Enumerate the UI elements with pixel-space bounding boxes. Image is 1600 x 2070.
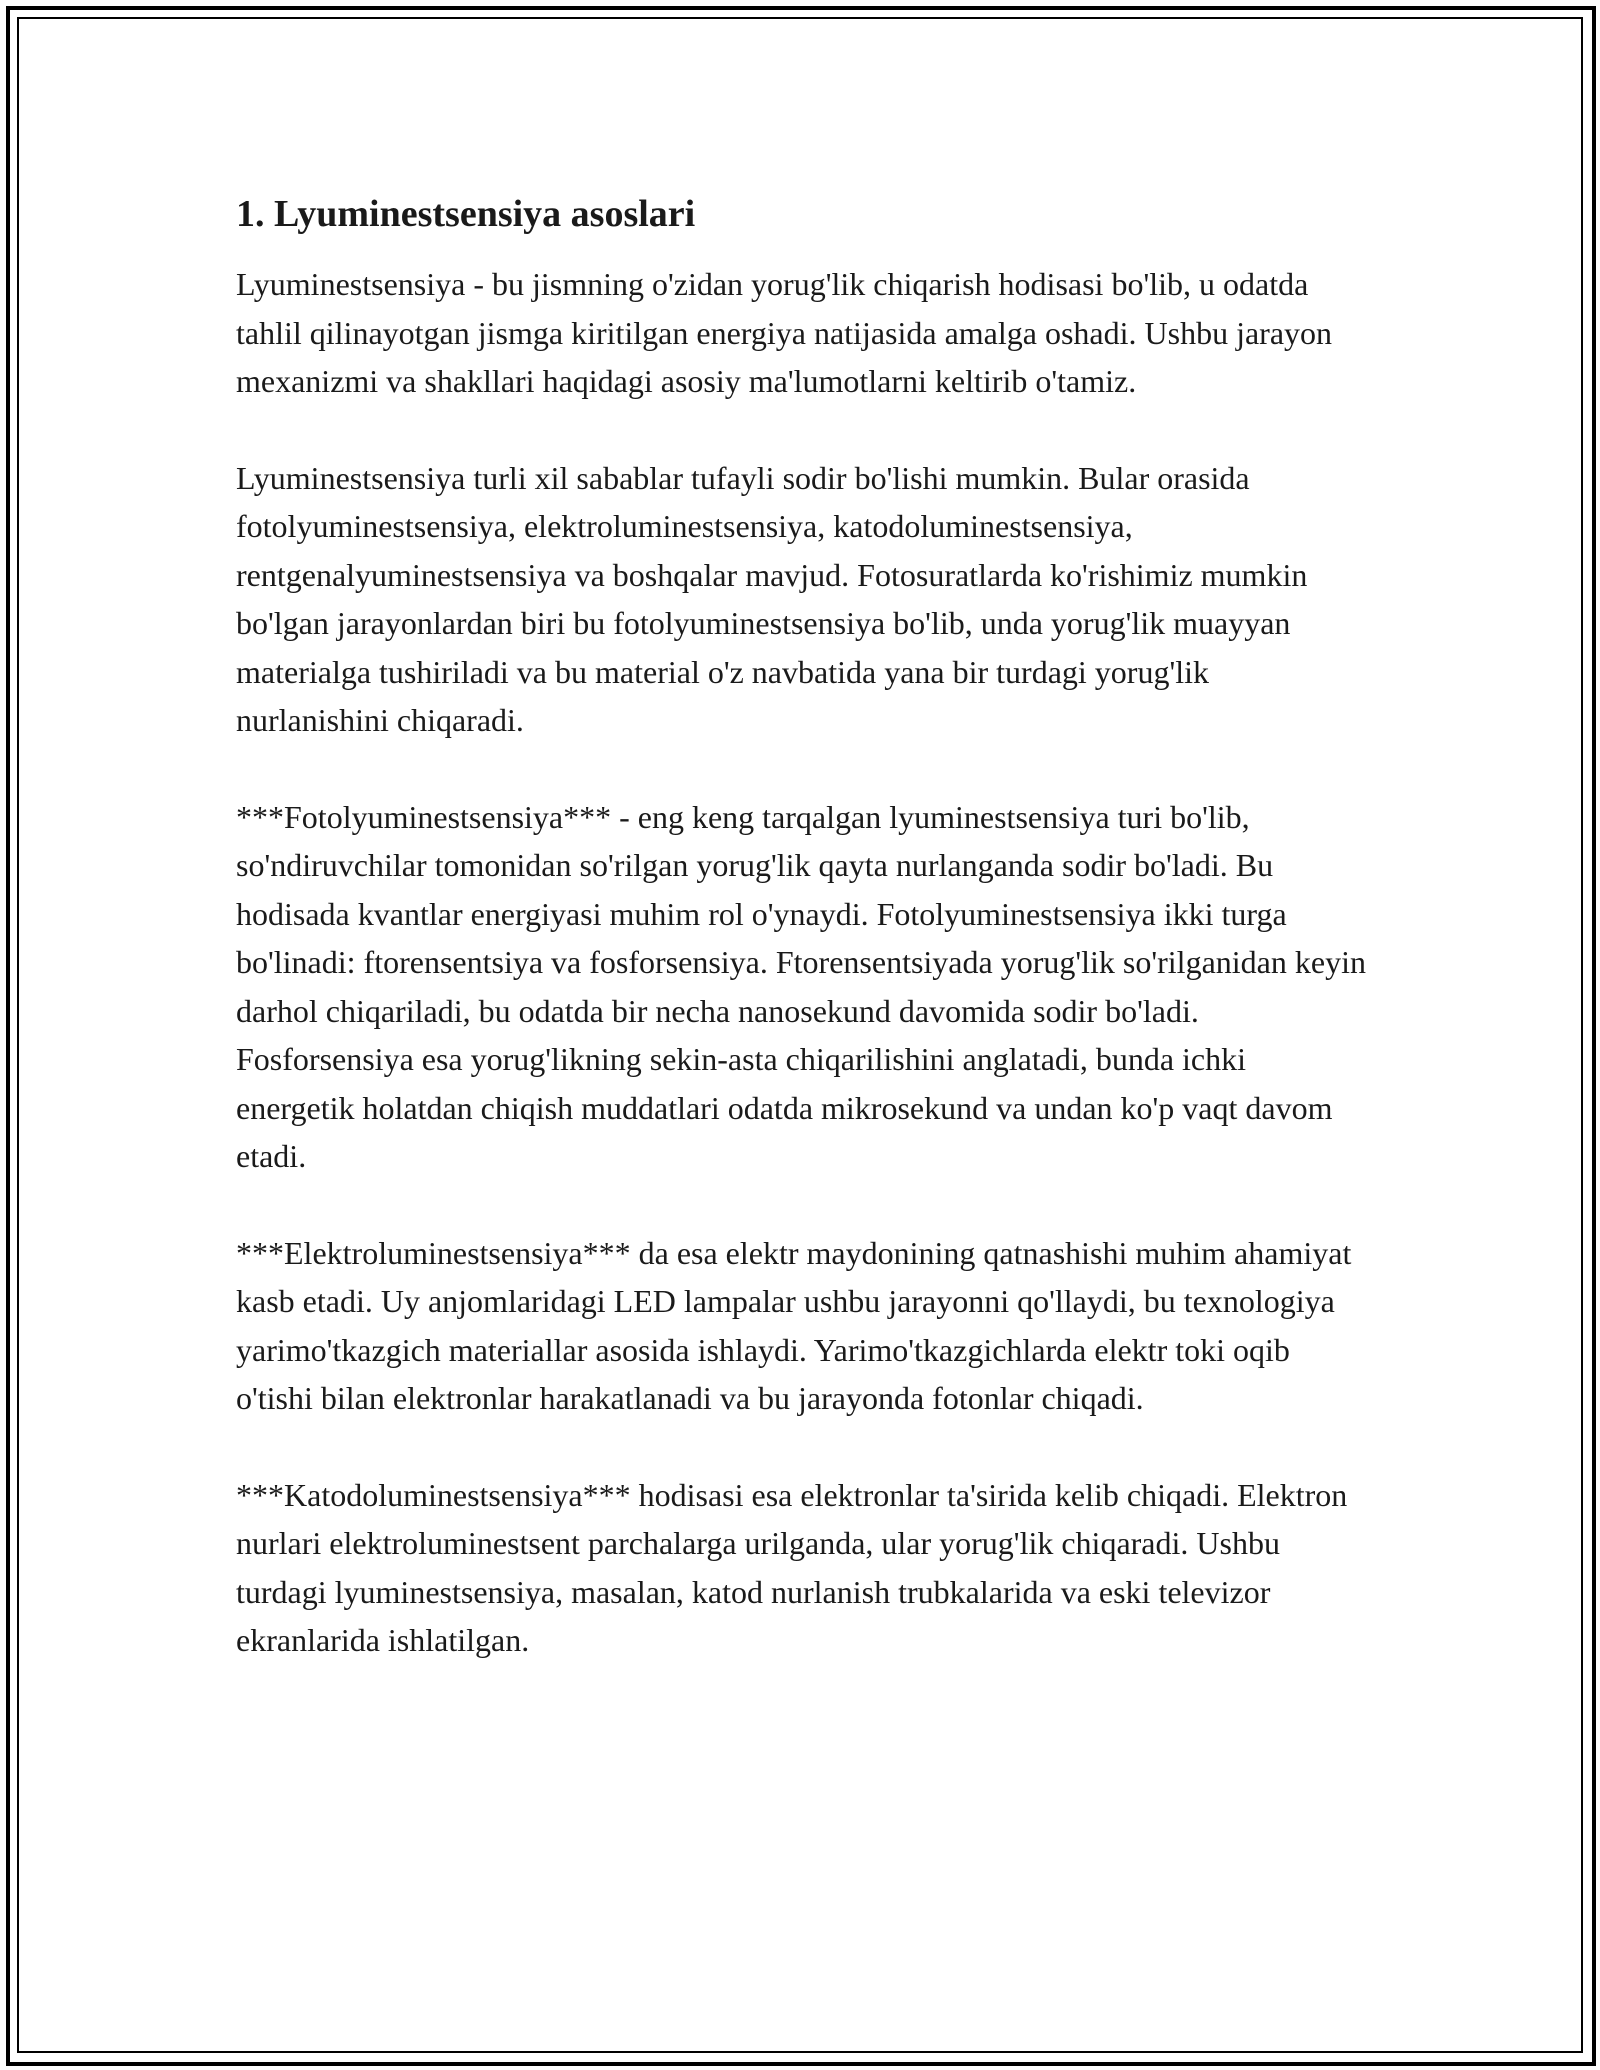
- paragraph-cathodoluminescence: ***Katodoluminestsensiya*** hodisasi esa elektronlar ta'sirida kelib chiqadi. Elektron nurlari elektroluminestsent parchalarga urilganda, ular yorug'lik chiqaradi. Ushbu turdagi lyuminestsensiya, masalan, katod nurlanish trubkalarida va eski televizor ekranlarida ishlatilgan.: [236, 1476, 1348, 1658]
- section-heading: 1. Lyuminestsensiya asoslari: [236, 193, 696, 235]
- paragraph-electroluminescence: ***Elektroluminestsensiya*** da esa elektr maydonining qatnashishi muhim ahamiyat kasb etadi. Uy anjomlaridagi LED lampalar ushbu jarayonni qo'llaydi, bu texnologiya yarimo'tkazgich materiallar asosida ishlaydi. Yarimo'tkazgichlarda elektr toki oqib o'tishi bilan elektronlar harakatlanadi va bu jarayonda fotonlar chiqadi.: [236, 1234, 1352, 1416]
- paragraph-types: Lyuminestsensiya turli xil sabablar tufayli sodir bo'lishi mumkin. Bular orasida fotolyuminestsensiya, elektroluminestsensiya, katodoluminestsensiya, rentgenalyuminestsensiya va boshqalar mavjud. Fotosuratlarda ko'rishimiz mumkin bo'lgan jarayonlardan biri bu fotolyuminestsensiya bo'lib, unda yorug'lik muayyan materialga tushiriladi va bu material o'z navbatida yana bir turdagi yorug'lik nurlanishini chiqaradi.: [236, 459, 1308, 738]
- paragraph-intro: Lyuminestsensiya - bu jismning o'zidan yorug'lik chiqarish hodisasi bo'lib, u odatda tahlil qilinayotgan jismga kiritilgan energiya natijasida amalga oshadi. Ushbu jarayon mexanizmi va shakllari haqidagi asosiy ma'lumotlarni keltirib o'tamiz.: [236, 266, 1333, 399]
- document-body: [236, 186, 1366, 1713]
- paragraph-photoluminescence: ***Fotolyuminestsensiya*** - eng keng tarqalgan lyuminestsensiya turi bo'lib, so'ndiruvchilar tomonidan so'rilgan yorug'lik qayta nurlanganda sodir bo'ladi. Bu hodisada kvantlar energiyasi muhim rol o'ynaydi. Fotolyuminestsensiya ikki turga bo'linadi: ftorensentsiya va fosforsensiya. Ftorensentsiyada yorug'lik so'rilganidan keyin darhol chiqariladi, bu odatda bir necha nanosekund davomida sodir bo'ladi. Fosforsensiya esa yorug'likning sekin-asta chiqarilishini anglatadi, bunda ichki energetik holatdan chiqish muddatlari odatda mikrosekund va undan ko'p vaqt davom etadi.: [236, 798, 1366, 1174]
